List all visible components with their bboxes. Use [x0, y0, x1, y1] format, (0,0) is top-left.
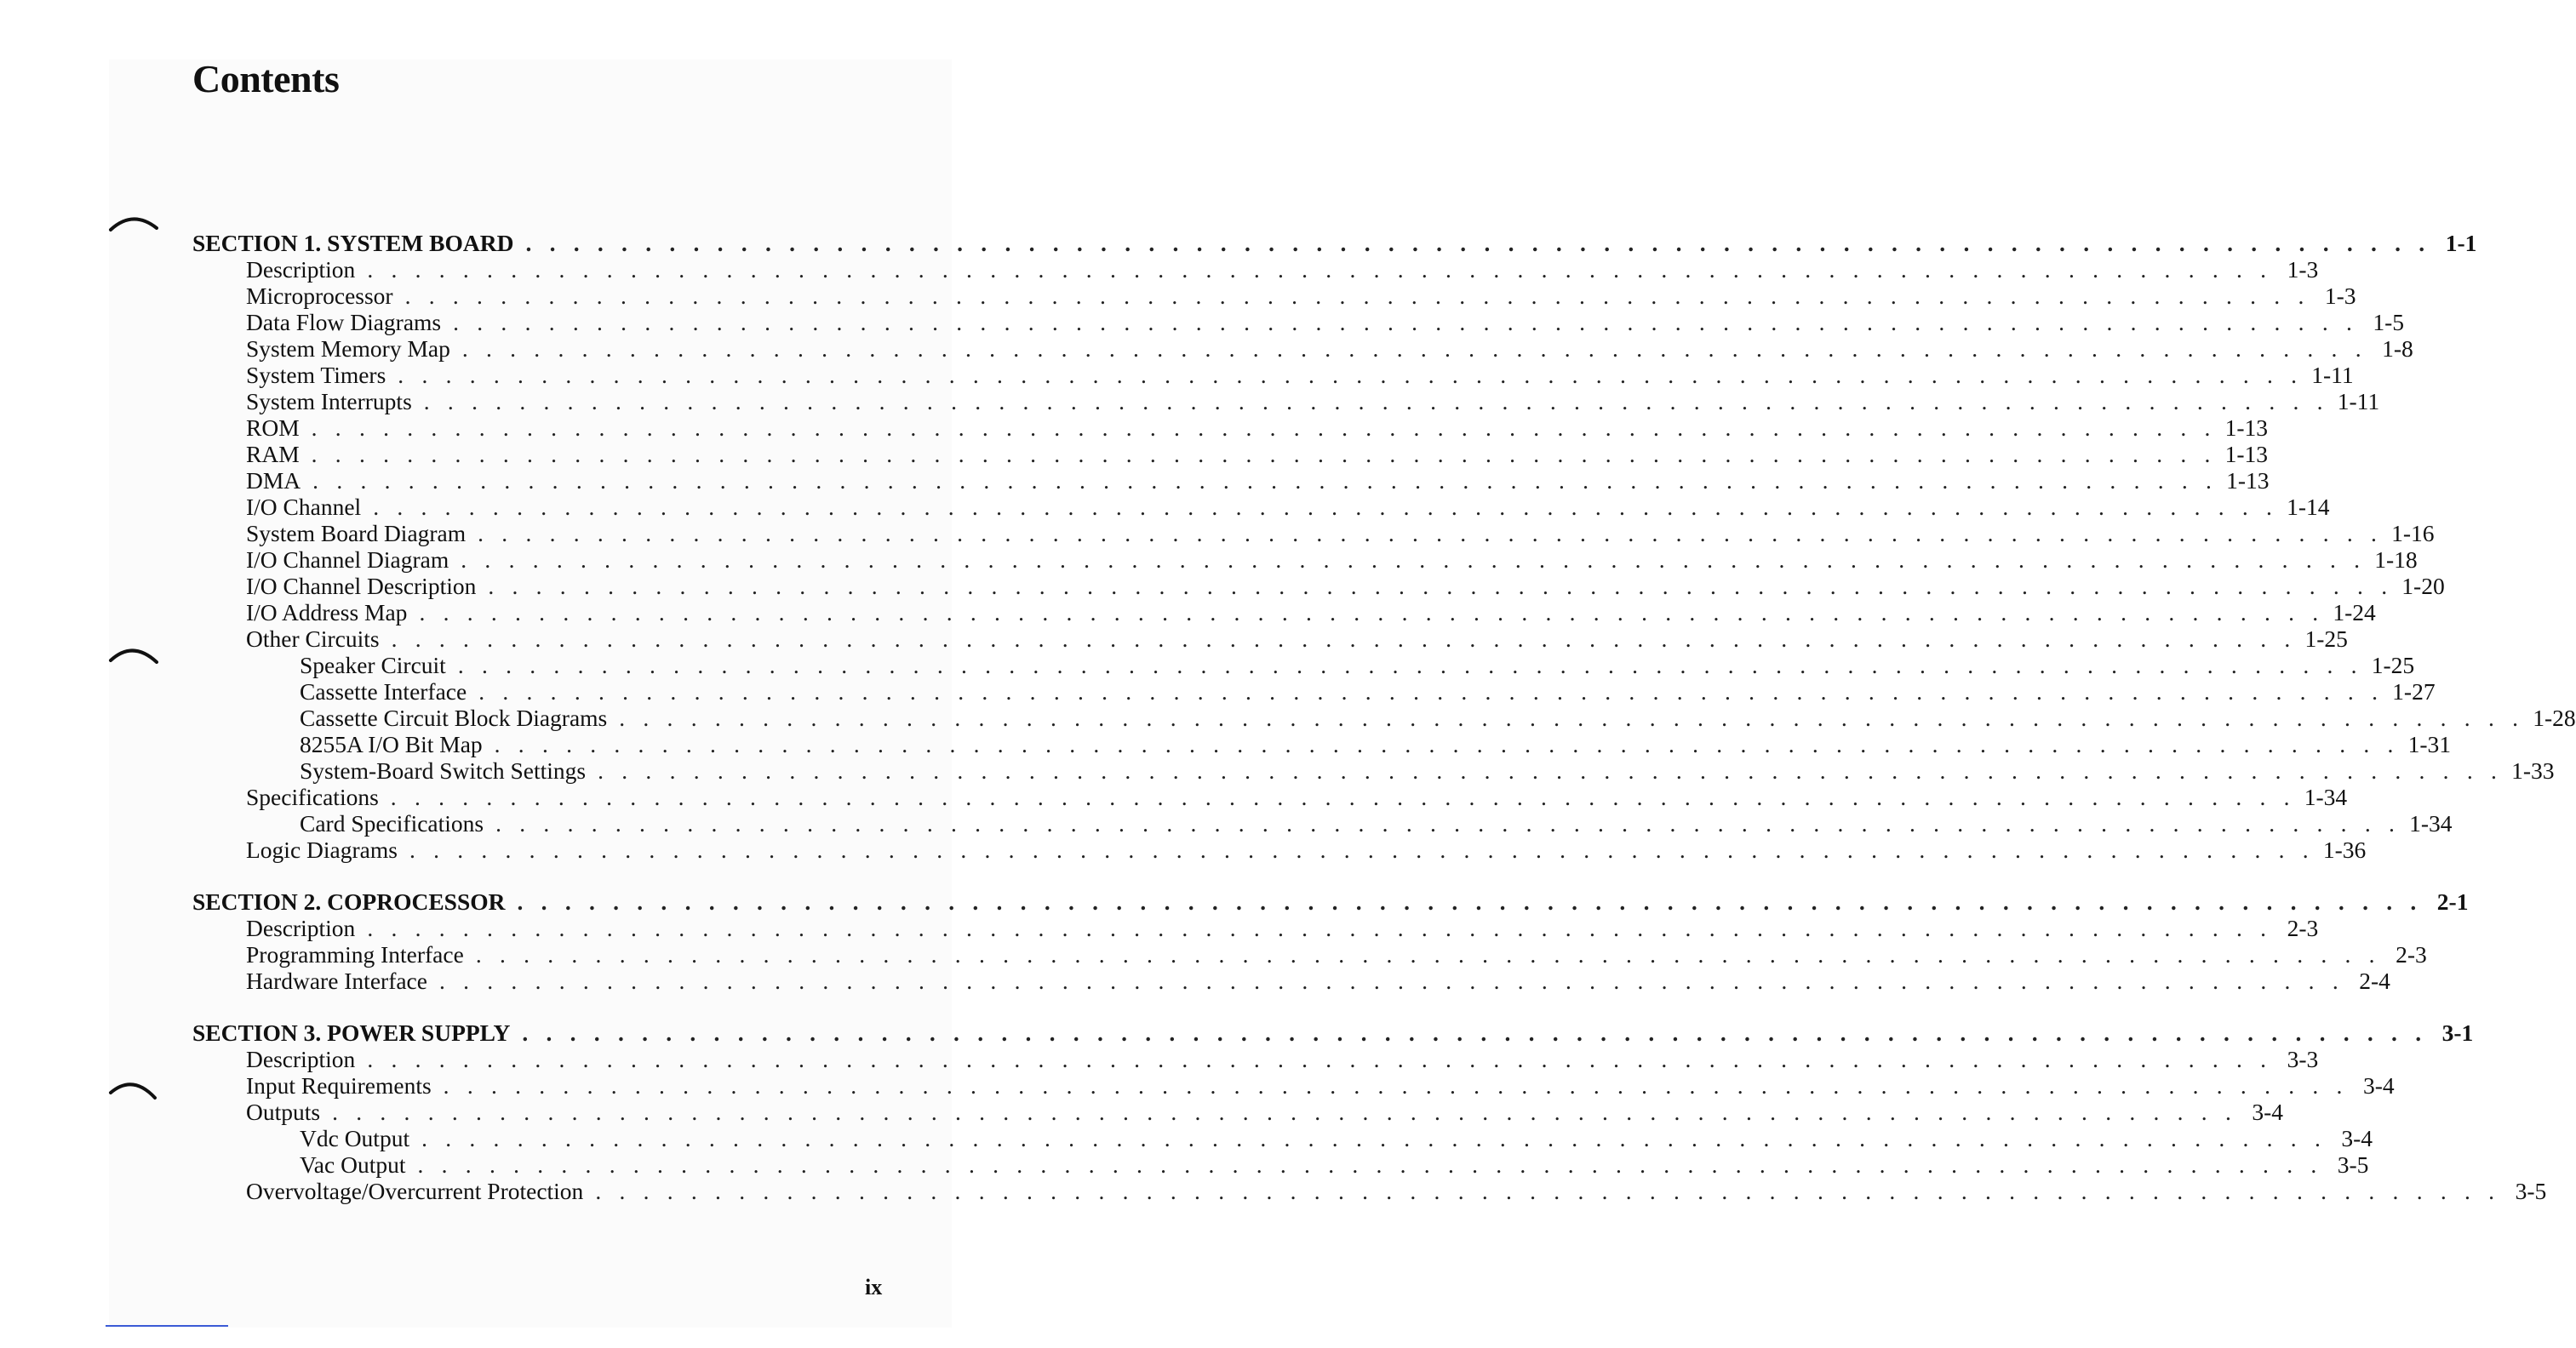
toc-entry-label: System Interrupts	[246, 388, 412, 414]
toc-entry[interactable]	[246, 1072, 2395, 1099]
section-heading[interactable]	[192, 1020, 2474, 1046]
toc-entry-page: 1-11	[2311, 362, 2354, 388]
toc-entry[interactable]	[246, 414, 2269, 441]
toc-entry-label: Overvoltage/Overcurrent Protection	[246, 1178, 584, 1204]
toc-entry-page: 1-25	[2304, 625, 2348, 652]
toc-entry-label: Input Requirements	[246, 1072, 432, 1099]
toc-entry-page: 1-18	[2374, 546, 2418, 573]
toc-entry-page: 3-4	[2362, 1072, 2395, 1099]
toc-entry-label: I/O Channel Description	[246, 573, 477, 599]
binder-hole-mark-icon	[107, 209, 162, 238]
toc-entry[interactable]	[246, 283, 2356, 309]
toc-entry[interactable]	[246, 388, 2380, 414]
dot-leader: . . . . . . . . . . . . . . . . . . . . . . . . . . . . . . . . . . . . . . . . . . . . . . . . . . . . . . . . . . . . . . . . . . . . . . . . . . . . . . . .	[598, 757, 2504, 784]
toc-entry-label: Cassette Circuit Block Diagrams	[300, 705, 608, 731]
dot-leader: . . . . . . . . . . . . . . . . . . . . . . . . . . . . . . . . . . . . . . . . . . . . . . . . . . . . . . . . . . . . . . . . . . . . . . . . . . . . . . . .	[475, 941, 2381, 968]
toc-entry-page: 1-20	[2401, 573, 2445, 599]
toc-entry-label: Vac Output	[300, 1151, 406, 1178]
toc-entry-label: I/O Address Map	[246, 599, 408, 625]
toc-entry[interactable]	[246, 784, 2348, 810]
page-title: Contents	[192, 57, 340, 100]
section-heading[interactable]	[192, 230, 2477, 256]
toc-entry-page: 1-14	[2287, 494, 2330, 520]
toc-entry-label: RAM	[246, 441, 300, 467]
dot-leader: . . . . . . . . . . . . . . . . . . . . . . . . . . . . . . . . . . . . . . . . . . . . . . . . . . . . . . . . . . . . . . . . . . . . . . . . . . . . . . . .	[311, 414, 2217, 441]
toc-entry[interactable]	[246, 362, 2354, 388]
toc-entry[interactable]	[246, 941, 2427, 968]
toc-entry-page: 3-5	[2337, 1151, 2369, 1178]
dot-leader: . . . . . . . . . . . . . . . . . . . . . . . . . . . . . . . . . . . . . . . . . . . . . . . . . . . . . . . . . . . . . . . . . . . . . . . . . . . . . . . .	[488, 573, 2394, 599]
toc-entry[interactable]	[246, 599, 2376, 625]
toc-entry-page: 1-3	[2324, 283, 2356, 309]
toc-entry[interactable]	[246, 968, 2390, 994]
toc-entry[interactable]	[246, 1046, 2319, 1072]
dot-leader: . . . . . . . . . . . . . . . . . . . . . . . . . . . . . . . . . . . . . . . . . . . . . . . . . . . . . . . . . . . . . . . . . . . . . . . . . . . . . . . .	[404, 283, 2310, 309]
toc-entry-page: 3-4	[2252, 1099, 2284, 1125]
toc-entry-label: Speaker Circuit	[300, 652, 446, 678]
dot-leader: . . . . . . . . . . . . . . . . . . . . . . . . . . . . . . . . . . . . . . . . . . . . . . . . . . . . . . . . . . . . . . . . . . . . . . . . . . . . . . . .	[525, 230, 2431, 256]
dot-leader: . . . . . . . . . . . . . . . . . . . . . . . . . . . . . . . . . . . . . . . . . . . . . . . . . . . . . . . . . . . . . . . . . . . . . . . . . . . . . . . .	[391, 625, 2297, 652]
toc-entry[interactable]	[300, 810, 2453, 837]
toc-entry[interactable]	[246, 837, 2367, 863]
toc-entry-label: Data Flow Diagrams	[246, 309, 442, 335]
footer-rule	[106, 1325, 228, 1327]
toc-entry-page: 1-34	[2409, 810, 2453, 837]
toc-entry-page: 1-28	[2533, 705, 2576, 731]
page-number: ix	[865, 1275, 883, 1299]
toc-entry[interactable]	[246, 520, 2435, 546]
toc-entry-page: 1-33	[2511, 757, 2555, 784]
dot-leader: . . . . . . . . . . . . . . . . . . . . . . . . . . . . . . . . . . . . . . . . . . . . . . . . . . . . . . . . . . . . . . . . . . . . . . . . . . . . . . . .	[373, 494, 2279, 520]
toc-entry-page: 1-27	[2392, 678, 2436, 705]
toc-entry-label: DMA	[246, 467, 301, 494]
toc-entry[interactable]	[246, 1178, 2547, 1204]
dot-leader: . . . . . . . . . . . . . . . . . . . . . . . . . . . . . . . . . . . . . . . . . . . . . . . . . . . . . . . . . . . . . . . . . . . . . . . . . . . . . . . .	[517, 888, 2423, 915]
toc-entry-label: SECTION 1. SYSTEM BOARD	[192, 230, 514, 256]
dot-leader: . . . . . . . . . . . . . . . . . . . . . . . . . . . . . . . . . . . . . . . . . . . . . . . . . . . . . . . . . . . . . . . . . . . . . . . . . . . . . . . .	[311, 441, 2217, 467]
toc-entry-page: 3-4	[2341, 1125, 2373, 1151]
toc-entry-label: Specifications	[246, 784, 379, 810]
toc-entry[interactable]	[246, 1099, 2284, 1125]
dot-leader: . . . . . . . . . . . . . . . . . . . . . . . . . . . . . . . . . . . . . . . . . . . . . . . . . . . . . . . . . . . . . . . . . . . . . . . . . . . . . . . .	[367, 915, 2273, 941]
dot-leader: . . . . . . . . . . . . . . . . . . . . . . . . . . . . . . . . . . . . . . . . . . . . . . . . . . . . . . . . . . . . . . . . . . . . . . . . . . . . . . . .	[419, 599, 2325, 625]
toc-entry-label: Hardware Interface	[246, 968, 427, 994]
toc-entry[interactable]	[246, 494, 2330, 520]
toc-entry[interactable]	[246, 573, 2445, 599]
binder-hole-mark-icon	[107, 642, 162, 671]
toc-entry-page: 1-11	[2337, 388, 2380, 414]
toc-entry-label: System Board Diagram	[246, 520, 467, 546]
toc-entry-label: Description	[246, 915, 356, 941]
toc-entry-label: Card Specifications	[300, 810, 484, 837]
dot-leader: . . . . . . . . . . . . . . . . . . . . . . . . . . . . . . . . . . . . . . . . . . . . . . . . . . . . . . . . . . . . . . . . . . . . . . . . . . . . . . . .	[443, 1072, 2349, 1099]
toc-entry-label: System Timers	[246, 362, 386, 388]
toc-entry[interactable]	[300, 1151, 2369, 1178]
toc-entry[interactable]	[300, 678, 2436, 705]
dot-leader: . . . . . . . . . . . . . . . . . . . . . . . . . . . . . . . . . . . . . . . . . . . . . . . . . . . . . . . . . . . . . . . . . . . . . . . . . . . . . . . .	[390, 784, 2296, 810]
toc-entry-page: 1-34	[2304, 784, 2348, 810]
toc-entry[interactable]	[300, 652, 2415, 678]
dot-leader: . . . . . . . . . . . . . . . . . . . . . . . . . . . . . . . . . . . . . . . . . . . . . . . . . . . . . . . . . . . . . . . . . . . . . . . . . . . . . . . .	[312, 467, 2218, 494]
toc-entry-label: System Memory Map	[246, 335, 450, 362]
toc-entry-page: 3-1	[2441, 1020, 2474, 1046]
toc-entry-label: Microprocessor	[246, 283, 393, 309]
toc-entry-label: Cassette Interface	[300, 678, 467, 705]
dot-leader: . . . . . . . . . . . . . . . . . . . . . . . . . . . . . . . . . . . . . . . . . . . . . . . . . . . . . . . . . . . . . . . . . . . . . . . . . . . . . . . .	[478, 520, 2384, 546]
toc-entry-label: ROM	[246, 414, 300, 441]
toc-entry-label: Vdc Output	[300, 1125, 410, 1151]
toc-entry-page: 1-24	[2333, 599, 2376, 625]
binder-hole-mark-icon	[107, 1074, 162, 1103]
dot-leader: . . . . . . . . . . . . . . . . . . . . . . . . . . . . . . . . . . . . . . . . . . . . . . . . . . . . . . . . . . . . . . . . . . . . . . . . . . . . . . . .	[332, 1099, 2238, 1125]
toc-entry-label: 8255A I/O Bit Map	[300, 731, 483, 757]
toc-entry-page: 1-16	[2391, 520, 2435, 546]
dot-leader: . . . . . . . . . . . . . . . . . . . . . . . . . . . . . . . . . . . . . . . . . . . . . . . . . . . . . . . . . . . . . . . . . . . . . . . . . . . . . . . .	[461, 546, 2367, 573]
toc-entry-label: Logic Diagrams	[246, 837, 398, 863]
toc-entry[interactable]	[300, 731, 2452, 757]
dot-leader: . . . . . . . . . . . . . . . . . . . . . . . . . . . . . . . . . . . . . . . . . . . . . . . . . . . . . . . . . . . . . . . . . . . . . . . . . . . . . . . .	[595, 1178, 2501, 1204]
dot-leader: . . . . . . . . . . . . . . . . . . . . . . . . . . . . . . . . . . . . . . . . . . . . . . . . . . . . . . . . . . . . . . . . . . . . . . . . . . . . . . . .	[438, 968, 2344, 994]
dot-leader: . . . . . . . . . . . . . . . . . . . . . . . . . . . . . . . . . . . . . . . . . . . . . . . . . . . . . . . . . . . . . . . . . . . . . . . . . . . . . . . .	[453, 309, 2359, 335]
toc-entry-page: 1-13	[2224, 441, 2269, 467]
toc-entry-page: 1-5	[2373, 309, 2405, 335]
toc-entry[interactable]	[246, 467, 2270, 494]
toc-entry[interactable]	[246, 441, 2269, 467]
toc-entry-label: Other Circuits	[246, 625, 380, 652]
toc-entry[interactable]	[246, 915, 2319, 941]
toc-entry[interactable]	[246, 309, 2405, 335]
toc-entry-page: 2-3	[2396, 941, 2427, 968]
toc-entry-page: 1-1	[2445, 230, 2477, 256]
toc-entry-page: 1-25	[2371, 652, 2415, 678]
toc-entry-label: I/O Channel Diagram	[246, 546, 449, 573]
toc-entry-page: 1-31	[2407, 731, 2452, 757]
dot-leader: . . . . . . . . . . . . . . . . . . . . . . . . . . . . . . . . . . . . . . . . . . . . . . . . . . . . . . . . . . . . . . . . . . . . . . . . . . . . . . . .	[494, 731, 2400, 757]
toc-entry-page: 1-13	[2226, 467, 2270, 494]
toc-entry-label: Outputs	[246, 1099, 321, 1125]
toc-entry-label: SECTION 3. POWER SUPPLY	[192, 1020, 511, 1046]
toc-entry-label: I/O Channel	[246, 494, 362, 520]
dot-leader: . . . . . . . . . . . . . . . . . . . . . . . . . . . . . . . . . . . . . . . . . . . . . . . . . . . . . . . . . . . . . . . . . . . . . . . . . . . . . . . .	[478, 678, 2384, 705]
toc-entry-label: Description	[246, 256, 356, 283]
dot-leader: . . . . . . . . . . . . . . . . . . . . . . . . . . . . . . . . . . . . . . . . . . . . . . . . . . . . . . . . . . . . . . . . . . . . . . . . . . . . . . . .	[495, 810, 2401, 837]
dot-leader: . . . . . . . . . . . . . . . . . . . . . . . . . . . . . . . . . . . . . . . . . . . . . . . . . . . . . . . . . . . . . . . . . . . . . . . . . . . . . . . .	[367, 256, 2273, 283]
dot-leader: . . . . . . . . . . . . . . . . . . . . . . . . . . . . . . . . . . . . . . . . . . . . . . . . . . . . . . . . . . . . . . . . . . . . . . . . . . . . . . . .	[421, 1125, 2327, 1151]
dot-leader: . . . . . . . . . . . . . . . . . . . . . . . . . . . . . . . . . . . . . . . . . . . . . . . . . . . . . . . . . . . . . . . . . . . . . . . . . . . . . . . .	[522, 1020, 2428, 1046]
toc-entry-label: Programming Interface	[246, 941, 464, 968]
toc-entry-label: System-Board Switch Settings	[300, 757, 587, 784]
dot-leader: . . . . . . . . . . . . . . . . . . . . . . . . . . . . . . . . . . . . . . . . . . . . . . . . . . . . . . . . . . . . . . . . . . . . . . . . . . . . . . . .	[409, 837, 2315, 863]
toc-entry[interactable]	[246, 625, 2348, 652]
dot-leader: . . . . . . . . . . . . . . . . . . . . . . . . . . . . . . . . . . . . . . . . . . . . . . . . . . . . . . . . . . . . . . . . . . . . . . . . . . . . . . . .	[417, 1151, 2323, 1178]
toc-entry[interactable]	[246, 256, 2319, 283]
dot-leader: . . . . . . . . . . . . . . . . . . . . . . . . . . . . . . . . . . . . . . . . . . . . . . . . . . . . . . . . . . . . . . . . . . . . . . . . . . . . . . . .	[398, 362, 2304, 388]
toc-entry-page: 3-5	[2515, 1178, 2547, 1204]
toc-entry-label: Description	[246, 1046, 356, 1072]
toc-entry-page: 2-1	[2436, 888, 2469, 915]
dot-leader: . . . . . . . . . . . . . . . . . . . . . . . . . . . . . . . . . . . . . . . . . . . . . . . . . . . . . . . . . . . . . . . . . . . . . . . . . . . . . . . .	[457, 652, 2363, 678]
toc-entry[interactable]	[246, 546, 2418, 573]
toc-entry-page: 1-13	[2224, 414, 2269, 441]
toc-entry-page: 1-36	[2322, 837, 2367, 863]
toc-entry[interactable]	[300, 1125, 2373, 1151]
toc-entry-page: 2-4	[2359, 968, 2390, 994]
toc-entry[interactable]	[300, 705, 2576, 731]
toc-entry[interactable]	[300, 757, 2555, 784]
toc-entry-page: 1-3	[2287, 256, 2319, 283]
dot-leader: . . . . . . . . . . . . . . . . . . . . . . . . . . . . . . . . . . . . . . . . . . . . . . . . . . . . . . . . . . . . . . . . . . . . . . . . . . . . . . . .	[619, 705, 2525, 731]
toc-entry-label: SECTION 2. COPROCESSOR	[192, 888, 506, 915]
dot-leader: . . . . . . . . . . . . . . . . . . . . . . . . . . . . . . . . . . . . . . . . . . . . . . . . . . . . . . . . . . . . . . . . . . . . . . . . . . . . . . . .	[367, 1046, 2273, 1072]
toc-entry-page: 3-3	[2287, 1046, 2319, 1072]
dot-leader: . . . . . . . . . . . . . . . . . . . . . . . . . . . . . . . . . . . . . . . . . . . . . . . . . . . . . . . . . . . . . . . . . . . . . . . . . . . . . . . .	[461, 335, 2367, 362]
toc-entry-page: 2-3	[2287, 915, 2319, 941]
dot-leader: . . . . . . . . . . . . . . . . . . . . . . . . . . . . . . . . . . . . . . . . . . . . . . . . . . . . . . . . . . . . . . . . . . . . . . . . . . . . . . . .	[423, 388, 2329, 414]
toc-entry[interactable]	[246, 335, 2413, 362]
section-heading[interactable]	[192, 888, 2469, 915]
toc-entry-page: 1-8	[2382, 335, 2413, 362]
